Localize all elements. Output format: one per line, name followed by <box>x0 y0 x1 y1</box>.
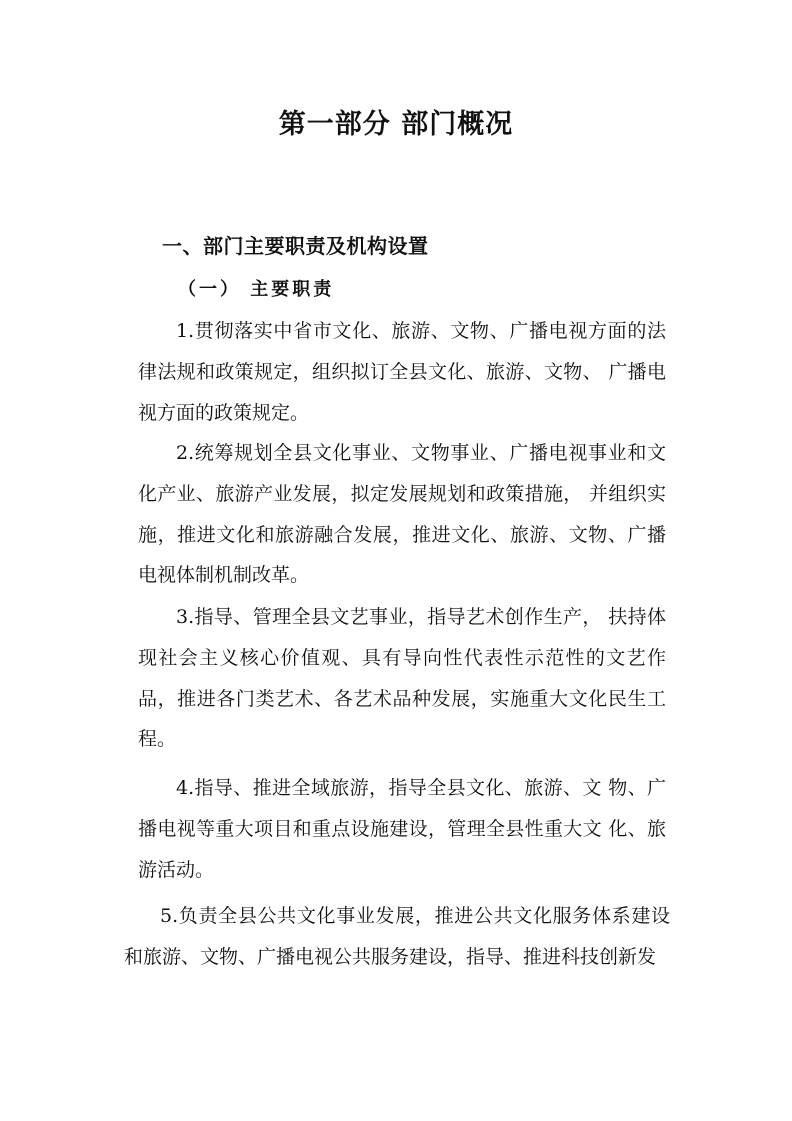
subsection-heading: （一） 主要职责 <box>178 279 335 300</box>
page-title: 第一部分 部门概况 <box>278 109 514 140</box>
paragraph-3: 3.指导、管理全县文艺事业，指导艺术创作生产， 扶持体现社会主义核心价值观、具有导向性代表性示范性的文艺作品，推进各门类艺术、各艺术品种发展，实施重大文化民生工程。 <box>138 606 666 751</box>
paragraph-1: 1.贯彻落实中省市文化、旅游、文物、广播电视方面的法律法规和政策规定，组织拟订全县文化、旅游、文物、 广播电视方面的政策规定。 <box>138 320 666 424</box>
paragraph-2: 2.统筹规划全县文化事业、文物事业、广播电视事业和文化产业、旅游产业发展，拟定发展规划和政策措施， 并组织实施，推进文化和旅游融合发展，推进文化、旅游、文物、广播电视体制机制改革。 <box>138 442 666 587</box>
paragraph-5: 5.负责全县公共文化事业发展，推进公共文化服务体系建设和旅游、文物、广播电视公共服务建设，指导、推进科技创新发 <box>124 905 670 968</box>
paragraph-4: 4.指导、推进全域旅游，指导全县文化、旅游、文 物、广播电视等重大项目和重点设施建设，管理全县性重大文 化、旅游活动。 <box>138 777 666 881</box>
section-heading: 一、部门主要职责及机构设置 <box>162 234 429 258</box>
